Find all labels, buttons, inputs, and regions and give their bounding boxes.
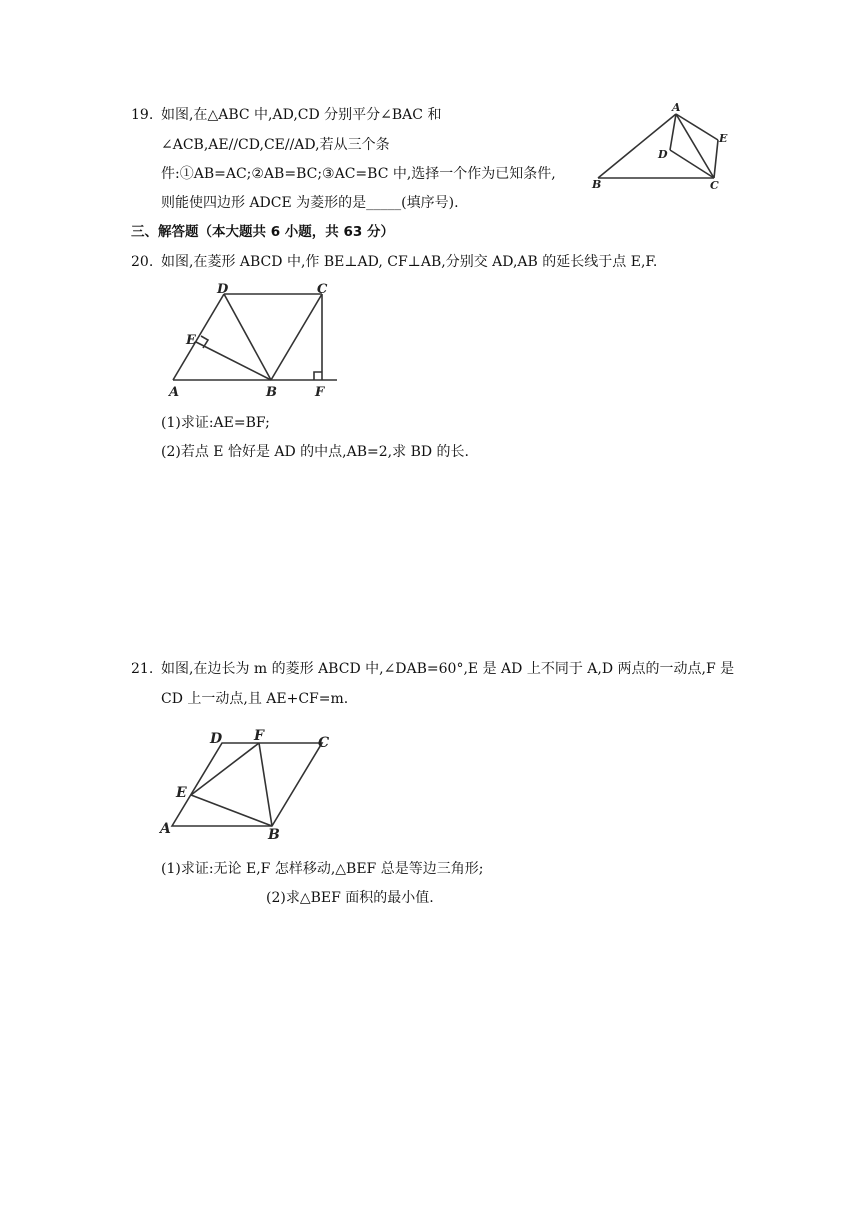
segment-CB — [271, 294, 322, 380]
q20-number: 20. — [131, 254, 154, 270]
segment-FB — [259, 743, 272, 826]
segment-DB — [224, 294, 271, 380]
label-A: A — [672, 101, 681, 114]
q19-line1: 如图,在△ABC 中,AD,CD 分别平分∠BAC 和 — [161, 107, 442, 123]
q19-number: 19. — [131, 107, 154, 123]
label-D: D — [210, 731, 223, 747]
label-D: D — [658, 148, 668, 161]
q21-number: 21. — [131, 661, 154, 677]
label-C: C — [318, 735, 330, 751]
q21-part2: (2)求△BEF 面积的最小值. — [266, 890, 434, 906]
label-B: B — [268, 827, 280, 843]
rhombus-ABCD — [172, 743, 322, 826]
q20-part1: (1)求证:AE=BF; — [161, 415, 270, 431]
q21-part1: (1)求证:无论 E,F 怎样移动,△BEF 总是等边三角形; — [161, 861, 484, 877]
label-E: E — [719, 132, 728, 145]
right-angle-F — [314, 372, 322, 380]
q21-figure — [158, 725, 338, 843]
segment-EF — [191, 743, 259, 795]
q21-line2: CD 上一动点,且 AE+CF=m. — [161, 691, 349, 707]
segment-AD — [173, 294, 224, 380]
label-E: E — [186, 333, 196, 348]
q19-line2: ∠ACB,AE//CD,CE//AD,若从三个条 — [161, 137, 390, 153]
label-A: A — [169, 385, 180, 400]
q20-part2: (2)若点 E 恰好是 AD 的中点,AB=2,求 BD 的长. — [161, 444, 469, 460]
segment-AC — [676, 114, 714, 178]
q19-line3: 件:①AB=AC;②AB=BC;③AC=BC 中,选择一个作为已知条件, — [161, 166, 556, 182]
q20-stem: 如图,在菱形 ABCD 中,作 BE⊥AD, CF⊥AB,分别交 AD,AB 的延长线于点 E,F. — [161, 254, 658, 270]
segment-AB — [598, 114, 676, 178]
q19-line4: 则能使四边形 ADCE 为菱形的是_____(填序号). — [161, 195, 459, 211]
label-F: F — [254, 728, 264, 744]
right-angle-E — [201, 336, 208, 348]
segment-EB — [191, 795, 272, 826]
segment-AD — [670, 114, 676, 150]
label-E: E — [176, 785, 187, 801]
label-A: A — [160, 821, 171, 837]
segment-AE — [676, 114, 718, 140]
label-C: C — [317, 282, 328, 297]
label-F: F — [315, 385, 325, 400]
q19-figure — [590, 100, 730, 195]
segment-DC — [670, 150, 714, 178]
q21-line1: 如图,在边长为 m 的菱形 ABCD 中,∠DAB=60°,E 是 AD 上不同于 A,D 两点的一动点,F 是 — [161, 661, 735, 677]
section-heading: 三、解答题（本大题共 6 小题，共 63 分） — [131, 224, 394, 240]
label-B: B — [592, 178, 602, 191]
label-C: C — [710, 179, 719, 192]
label-B: B — [266, 385, 277, 400]
label-D: D — [217, 282, 229, 297]
segment-EC — [714, 140, 718, 178]
q20-figure — [165, 280, 345, 405]
